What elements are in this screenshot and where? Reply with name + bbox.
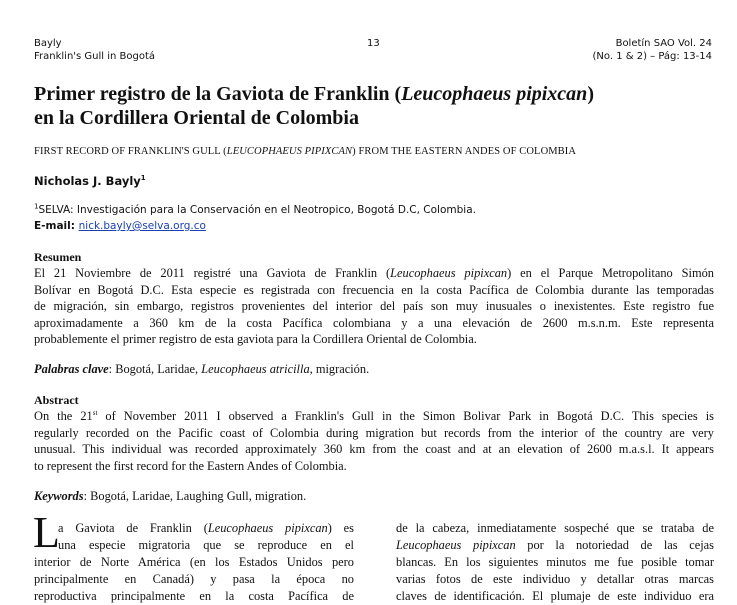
keywords: Keywords: Bogotá, Laridae, Laughing Gull, migration.: [34, 489, 307, 503]
resumen-line: El 21 Noviembre de 2011 registré una Gaviota de Franklin (Leucophaeus pipixcan) en el Parque Metropolitano Simón: [34, 266, 714, 280]
author-name: Nicholas J. Bayly$^1$: [34, 174, 146, 188]
resumen-line: aproximadamente a 360 km de la costa Pacífica colombiana y a una elevación de 2600 m.s.n.m. Este representa: [34, 315, 714, 330]
body-left-line: principalmente en Canadá) y pasa la época no: [34, 572, 354, 586]
email-link[interactable]: nick.bayly@selva.org.co: [78, 220, 206, 232]
body-right-line: Leucophaeus pipixcan por la notoriedad de las cejas: [396, 538, 714, 552]
abstract-line: regularly recorded on the Pacific coast of Colombia during migration but records from the interior of the country are very: [34, 425, 714, 440]
body-right-line: blancas. En los siguientes minutos me fue posible tomar: [396, 555, 714, 569]
abstract-line: unusual. This individual was recorded approximately 360 km from the coast and at an elevation of 2600 m.a.s.l. It appears: [34, 442, 714, 456]
resumen-line: probablemente el primer registro de esta gaviota para la Cordillera Oriental de Colombia.: [34, 332, 477, 346]
header-issue: (No. 1 & 2) – Pág: 13-14: [592, 51, 712, 62]
affiliation: $^1$SELVA: Investigación para la Conservación en el Neotropico, Bogotá D.C, Colombia.: [34, 202, 476, 216]
body-right-line: claves de identificación. El plumaje de este individuo era: [396, 589, 714, 603]
body-right-line: de la cabeza, inmediatamente sospeché que se trataba de: [396, 521, 714, 535]
resumen-heading: Resumen: [34, 250, 82, 264]
abstract-heading: Abstract: [34, 393, 79, 407]
body-left-line: reproductiva principalmente en la costa Pacífica de: [34, 589, 354, 603]
english-title: FIRST RECORD OF FRANKLIN'S GULL (LEUCOPHAEUS PIPIXCAN) FROM THE EASTERN ANDES OF COLOMBIA: [34, 146, 577, 157]
page-number: 13: [367, 38, 380, 49]
resumen-line: Bolívar en Bogotá D.C. Esta especie es registrada con frecuencia en la costa Pacífica de Colombia durante las temporadas: [34, 282, 714, 297]
body-left-line: interior de Norte América (en los Estados Unidos pero: [34, 555, 354, 569]
body-left-line: a Gaviota de Franklin (Leucophaeus pipixcan) es: [58, 521, 354, 535]
body-left-line: una especie migratoria que se reproduce en el: [58, 538, 354, 552]
body-right-line: varias fotos de este individuo y detallar otras marcas: [396, 572, 714, 586]
resumen-line: de migración, sin embargo, registros provenientes del interior del país son muy inusuales o inexistentes. Este registro fue: [34, 299, 714, 313]
header-short-title: Franklin's Gull in Bogotá: [34, 51, 156, 62]
abstract-line: to represent the first record for the Eastern Andes of Colombia.: [34, 458, 347, 473]
palabras-clave: Palabras clave: Bogotá, Laridae, Leucophaeus atricilla, migración.: [34, 362, 370, 376]
article-title-line2: en la Cordillera Oriental de Colombia: [34, 107, 359, 129]
abstract-line: On the 21st of November 2011 I observed a Franklin's Gull in the Simon Bolivar Park in Bogotá D.C. This species is: [34, 408, 714, 423]
header-journal: Boletín SAO Vol. 24: [615, 38, 712, 49]
header-author: Bayly: [34, 38, 62, 49]
drop-cap: L: [33, 508, 60, 557]
email-line: E-mail: nick.bayly@selva.org.co: [34, 220, 206, 232]
article-title-line1: Primer registro de la Gaviota de Franklin (Leucophaeus pipixcan): [34, 83, 594, 105]
